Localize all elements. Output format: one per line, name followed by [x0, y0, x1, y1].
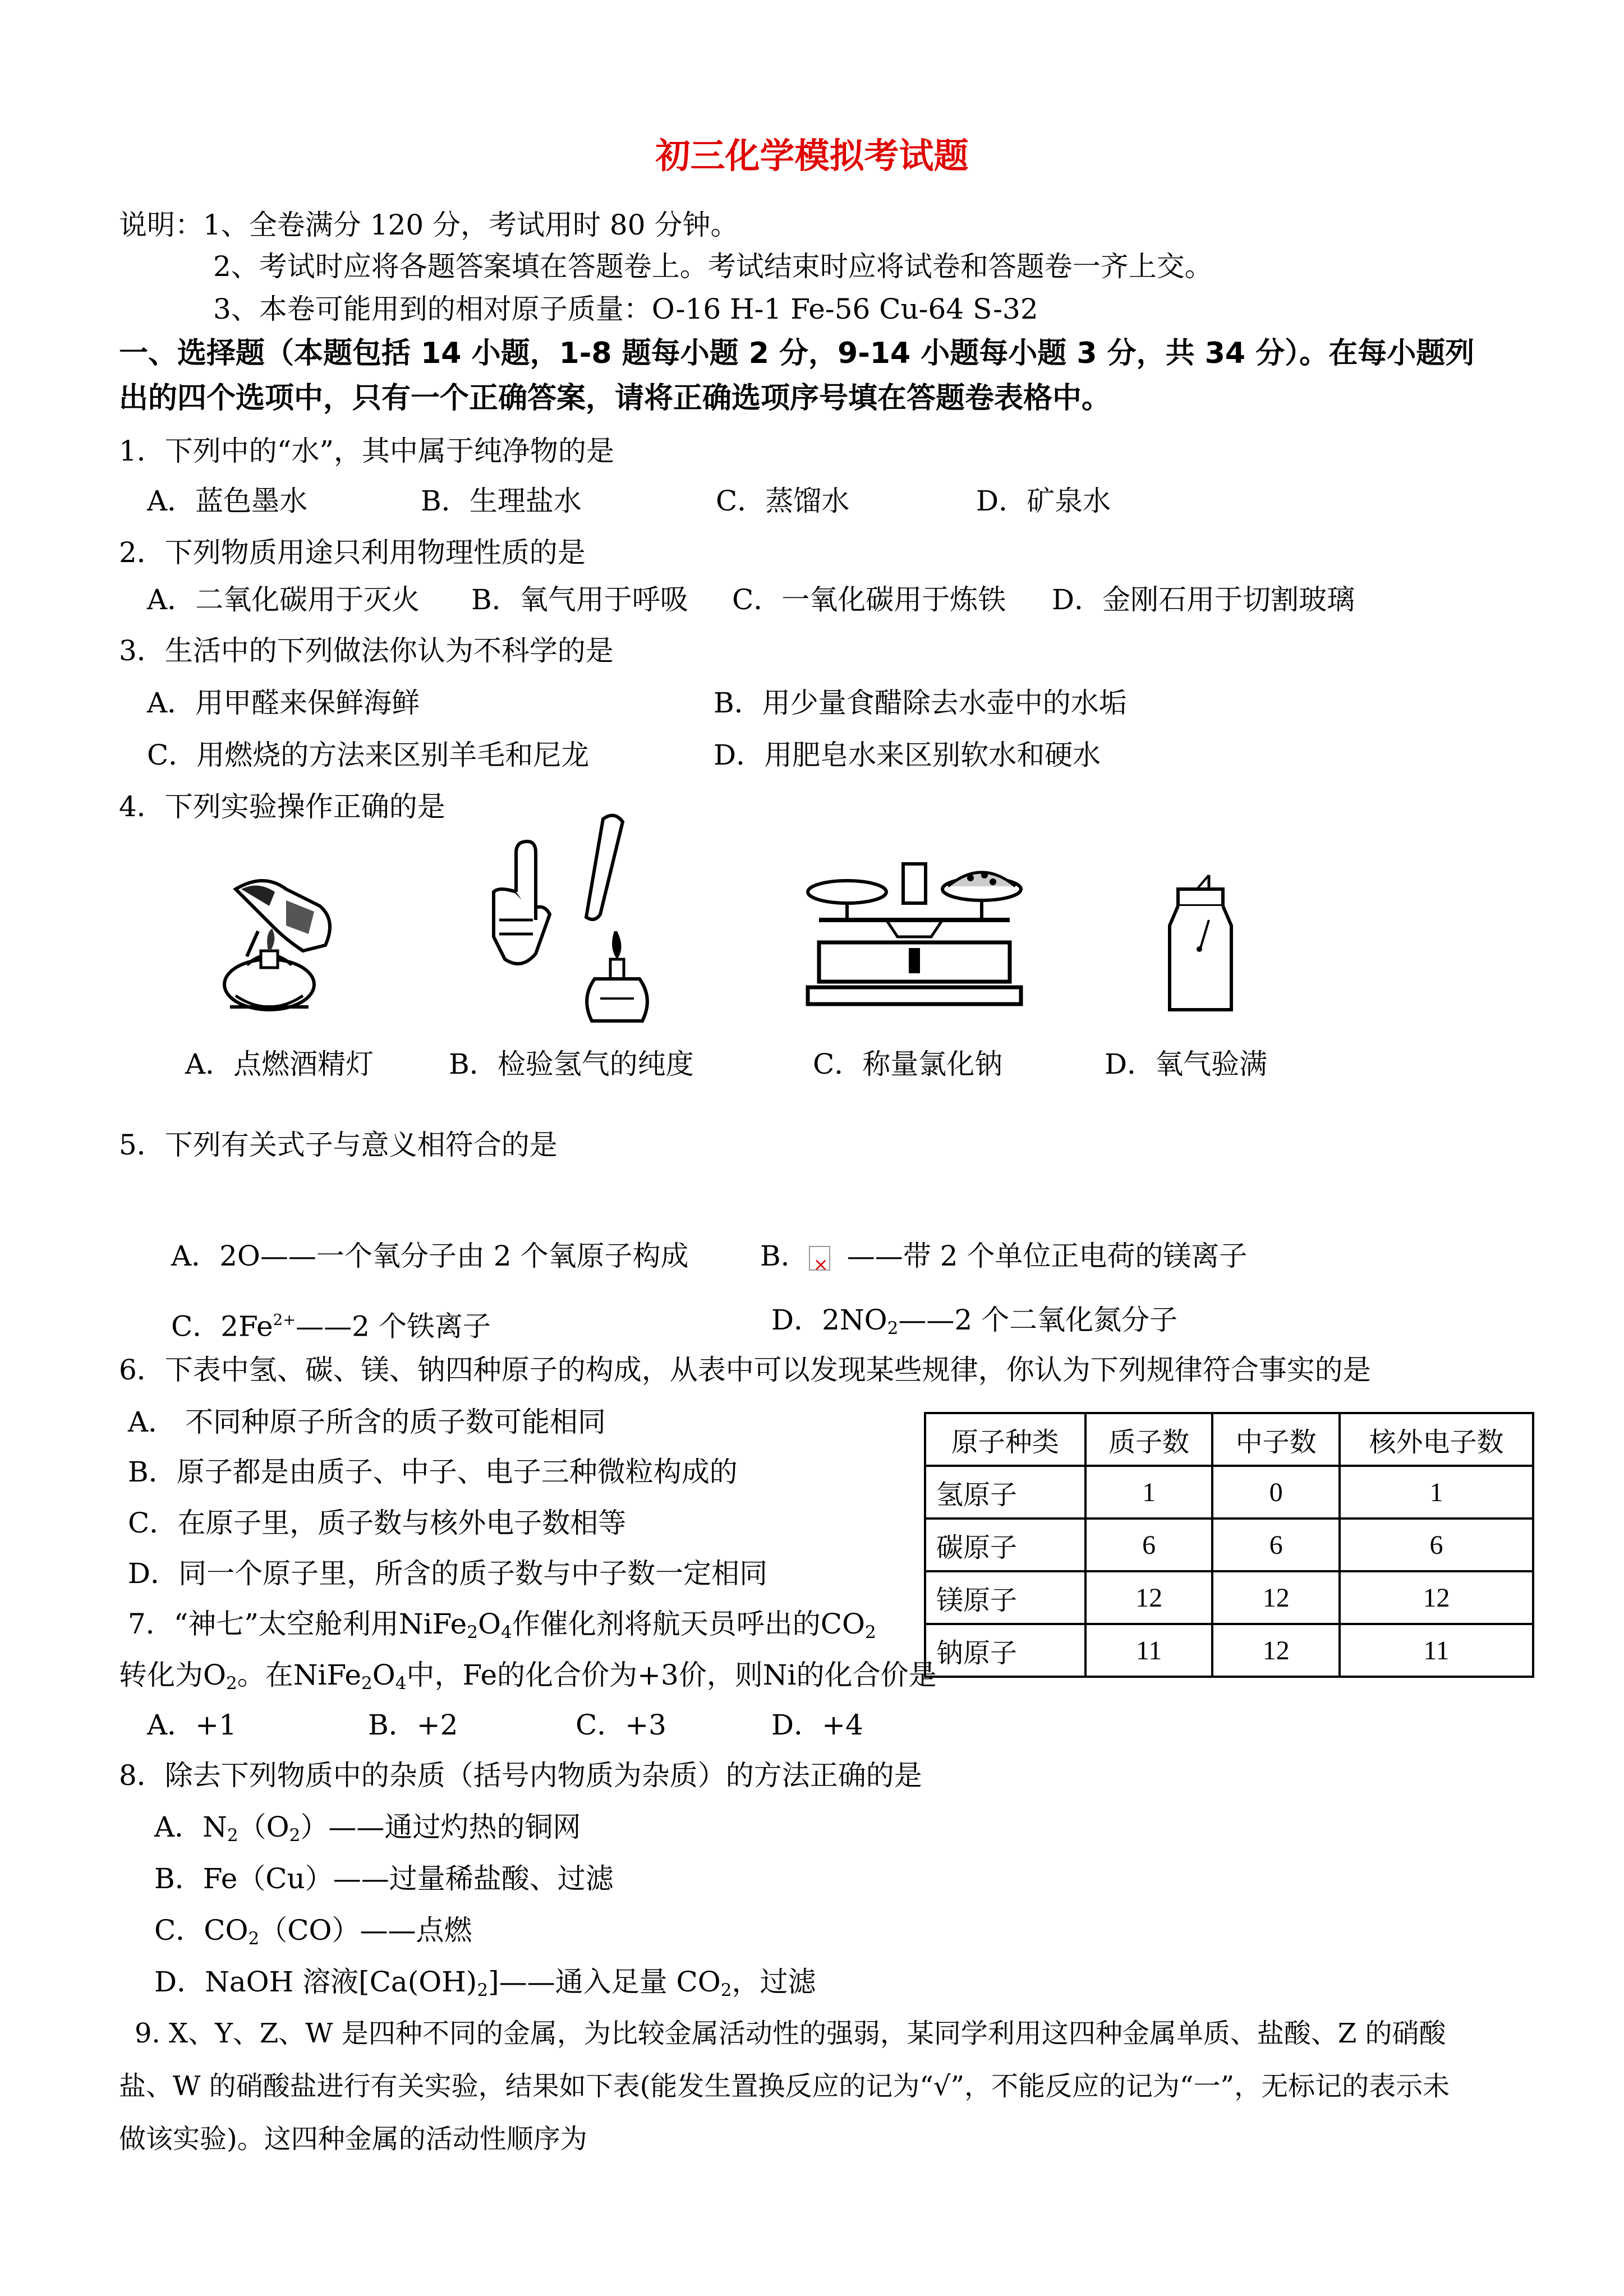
q7-option-b: B．+2	[368, 1709, 458, 1741]
q1-stem: 1．下列中的“水”，其中属于纯净物的是	[119, 435, 614, 467]
q8-stem: 8．除去下列物质中的杂质（括号内物质为杂质）的方法正确的是	[119, 1759, 922, 1792]
q2-stem: 2．下列物质用途只利用物理性质的是	[119, 536, 586, 569]
table-cell: 0	[1212, 1466, 1340, 1519]
q6-option-c: C．在原子里，质子数与核外电子数相等	[128, 1507, 627, 1539]
q2-option-a: A．二氧化碳用于灭火	[147, 583, 420, 616]
table-cell: 12	[1212, 1624, 1340, 1677]
q9-line-1: 9. X、Y、Z、W 是四种不同的金属，为比较金属活动性的强弱，某同学利用这四种金属单质、盐酸、Z 的硝酸	[135, 2018, 1446, 2049]
note-2: 2、考试时应将各题答案填在答题卷上。考试结束时应将试卷和答题卷一齐上交。	[213, 250, 1213, 283]
q7-stem-line-2: 转化为$O_2$。在$NiFe_2O_4$中，Fe的化合价为+3价，则Ni的化合价是	[119, 1659, 937, 1694]
table-header-cell: 原子种类	[925, 1413, 1085, 1466]
q5-option-a: A．2O——一个氧分子由 2 个氧原子构成	[171, 1240, 689, 1272]
q1-option-d: D．矿泉水	[976, 485, 1111, 517]
q1-option-b: B．生理盐水	[421, 485, 582, 517]
q7-stem-line-1: 7．“神七”太空舱利用$NiFe_2O_4$作催化剂将航天员呼出的$CO_2$	[128, 1608, 876, 1642]
q4-option-a: A．点燃酒精灯	[185, 1048, 374, 1080]
q6-option-b: B．原子都是由质子、中子、电子三种微粒构成的	[128, 1456, 738, 1488]
q4-option-b: B．检验氢气的纯度	[449, 1048, 694, 1080]
broken-image-icon	[809, 1246, 830, 1271]
table-row	[925, 1571, 1533, 1624]
note-1: 说明：1、全卷满分 120 分，考试用时 80 分钟。	[119, 209, 739, 241]
q8-option-d: D．NaOH 溶液$[Ca(OH)_2]——$通入足量 $CO_2$，过滤	[154, 1966, 816, 2000]
table-cell: 镁原子	[925, 1571, 1085, 1624]
q4-option-d: D．氧气验满	[1105, 1048, 1268, 1080]
q6-stem: 6．下表中氢、碳、镁、钠四种原子的构成，从表中可以发现某些规律，你认为下列规律符合事实的是	[119, 1354, 1371, 1386]
table-cell: 11	[1340, 1624, 1533, 1677]
q5-option-d: D．$2NO_2——2$ 个二氧化氮分子	[771, 1304, 1178, 1338]
table-cell: 6	[1212, 1519, 1340, 1571]
figure-lighting-alcohol-lamp	[202, 867, 359, 1024]
q8-option-a: A．$N_2(O_2)——$通过灼热的铜网	[154, 1811, 581, 1846]
q3-option-b: B．用少量食醋除去水壶中的水垢	[714, 687, 1127, 719]
q3-stem: 3．生活中的下列做法你认为不科学的是	[119, 634, 614, 667]
figure-hydrogen-purity-test	[482, 808, 662, 1032]
section-heading-1: 一、选择题（本题包括 14 小题，1-8 题每小题 2 分，9-14 小题每小题 3 分，共 34 分）。在每小题列	[119, 337, 1475, 370]
q3-option-d: D．用肥皂水来区别软水和硬水	[714, 739, 1101, 771]
q8-option-b: B．Fe（Cu）——过量稀盐酸、过滤	[154, 1862, 614, 1895]
q3-option-a: A．用甲醛来保鲜海鲜	[147, 687, 420, 719]
table-row	[925, 1519, 1533, 1571]
q6-option-a: A． 不同种原子所含的质子数可能相同	[128, 1406, 606, 1438]
q4-stem: 4．下列实验操作正确的是	[119, 790, 445, 823]
q3-option-c: C．用燃烧的方法来区别羊毛和尼龙	[147, 739, 590, 771]
table-cell: 碳原子	[925, 1519, 1085, 1571]
table-header-cell: 核外电子数	[1340, 1413, 1533, 1466]
q4-option-c: C．称量氯化钠	[813, 1048, 1003, 1080]
q2-option-c: C．一氧化碳用于炼铁	[732, 583, 1006, 616]
q5-stem: 5．下列有关式子与意义相符合的是	[119, 1129, 558, 1161]
q7-option-a: A．+1	[147, 1709, 237, 1741]
q5-option-b: B．× ——带 2 个单位正电荷的镁离子	[760, 1237, 1247, 1274]
q8-option-c: C．$CO_2(CO)——$点燃	[154, 1914, 472, 1949]
table-cell: 6	[1340, 1519, 1533, 1571]
q2-option-d: D．金刚石用于切割玻璃	[1052, 583, 1355, 616]
table-cell: 11	[1085, 1624, 1213, 1677]
note-3: 3、本卷可能用到的相对原子质量：O-16 H-1 Fe-56 Cu-64 S-32	[213, 293, 1038, 325]
q5-option-c: C．$2Fe^{2+}——2$ 个铁离子	[171, 1310, 491, 1343]
q2-option-b: B．氧气用于呼吸	[471, 583, 688, 616]
table-cell: 钠原子	[925, 1624, 1085, 1677]
q9-line-3: 做该实验)。这四种金属的活动性顺序为	[119, 2123, 587, 2155]
figure-oxygen-full-test	[1156, 864, 1245, 1021]
table-cell: 12	[1340, 1571, 1533, 1624]
section-heading-2: 出的四个选项中，只有一个正确答案，请将正确选项序号填在答题卷表格中。	[119, 381, 1111, 415]
table-cell: 1	[1085, 1466, 1213, 1519]
table-cell: 6	[1085, 1519, 1213, 1571]
table-row	[925, 1624, 1533, 1677]
table-cell: 1	[1340, 1466, 1533, 1519]
table-row	[925, 1466, 1533, 1519]
table-cell: 12	[1212, 1571, 1340, 1624]
table-header-row	[925, 1413, 1533, 1466]
table-cell: 12	[1085, 1571, 1213, 1624]
q1-option-a: A．蓝色墨水	[147, 485, 308, 517]
q7-option-d: D．+4	[771, 1709, 863, 1741]
q1-option-c: C．蒸馏水	[716, 485, 850, 517]
table-header-cell: 质子数	[1085, 1413, 1213, 1466]
page-title: 初三化学模拟考试题	[655, 135, 969, 176]
table-header-cell: 中子数	[1212, 1413, 1340, 1466]
table-cell: 氢原子	[925, 1466, 1085, 1519]
q9-line-2: 盐、W 的硝酸盐进行有关实验，结果如下表(能发生置换反应的记为“√”，不能反应的记为“一”，无标记的表示未	[119, 2070, 1450, 2102]
figure-weighing-sodium-chloride	[797, 858, 1032, 1021]
q7-option-c: C．+3	[576, 1709, 666, 1741]
q6-option-d: D．同一个原子里，所含的质子数与中子数一定相同	[128, 1557, 768, 1590]
atom-composition-table	[924, 1412, 1534, 1678]
